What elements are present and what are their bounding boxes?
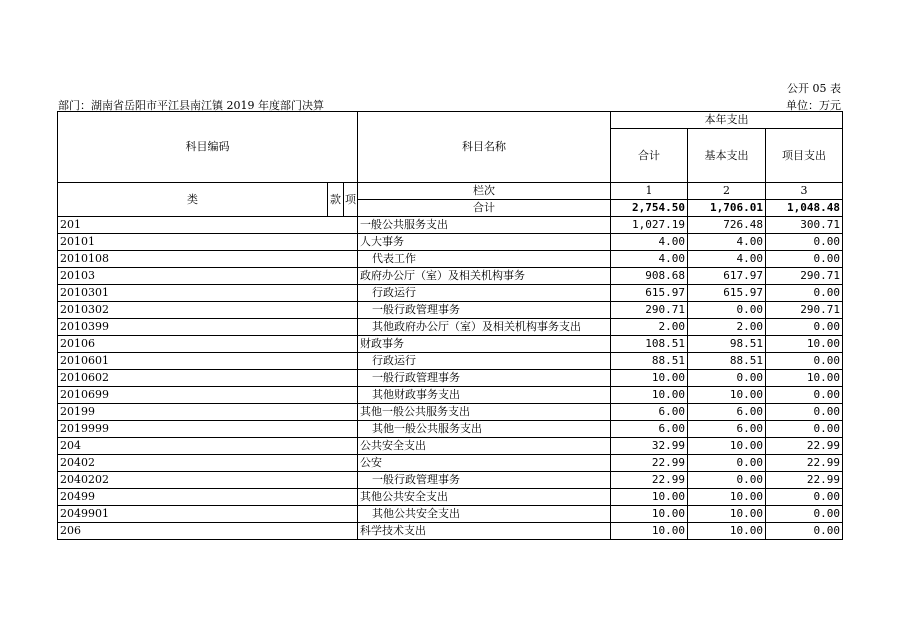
table-row bbox=[58, 336, 843, 353]
row-project: 0.00 bbox=[766, 319, 843, 336]
row-code: 2040202 bbox=[58, 472, 358, 489]
row-project: 0.00 bbox=[766, 404, 843, 421]
row-code: 20199 bbox=[58, 404, 358, 421]
row-project: 290.71 bbox=[766, 302, 843, 319]
row-basic: 2.00 bbox=[688, 319, 766, 336]
unit-label: 单位：万元 bbox=[786, 99, 841, 112]
row-basic: 10.00 bbox=[688, 489, 766, 506]
row-code: 2010301 bbox=[58, 285, 358, 302]
table-row bbox=[58, 370, 843, 387]
table-row bbox=[58, 285, 843, 302]
expenditure-table bbox=[57, 111, 843, 540]
table-row bbox=[58, 506, 843, 523]
row-total: 6.00 bbox=[611, 421, 688, 438]
row-name: 其他财政事务支出 bbox=[358, 387, 611, 404]
row-project: 10.00 bbox=[766, 370, 843, 387]
table-row bbox=[58, 319, 843, 336]
row-code: 201 bbox=[58, 217, 358, 234]
row-basic: 0.00 bbox=[688, 302, 766, 319]
row-total: 108.51 bbox=[611, 336, 688, 353]
row-total: 10.00 bbox=[611, 387, 688, 404]
department-title: 部门：湖南省岳阳市平江县南江镇 2019 年度部门决算 bbox=[58, 99, 324, 112]
row-name: 人大事务 bbox=[358, 234, 611, 251]
sum-total: 2,754.50 bbox=[611, 200, 688, 217]
row-total: 615.97 bbox=[611, 285, 688, 302]
row-project: 0.00 bbox=[766, 234, 843, 251]
header-basic-expenditure: 基本支出 bbox=[688, 129, 766, 183]
row-total: 88.51 bbox=[611, 353, 688, 370]
row-name: 代表工作 bbox=[358, 251, 611, 268]
row-total: 10.00 bbox=[611, 523, 688, 540]
sum-project: 1,048.48 bbox=[766, 200, 843, 217]
row-code: 2010602 bbox=[58, 370, 358, 387]
table-row bbox=[58, 234, 843, 251]
row-name: 其他政府办公厅（室）及相关机构事务支出 bbox=[358, 319, 611, 336]
row-basic: 6.00 bbox=[688, 404, 766, 421]
row-project: 0.00 bbox=[766, 489, 843, 506]
row-name: 行政运行 bbox=[358, 353, 611, 370]
header-current-year-expenditure: 本年支出 bbox=[611, 112, 843, 129]
row-name: 一般行政管理事务 bbox=[358, 302, 611, 319]
row-total: 10.00 bbox=[611, 370, 688, 387]
row-project: 0.00 bbox=[766, 285, 843, 302]
row-name: 其他一般公共服务支出 bbox=[358, 421, 611, 438]
header-xiang: 项 bbox=[344, 183, 358, 217]
row-project: 22.99 bbox=[766, 472, 843, 489]
row-basic: 726.48 bbox=[688, 217, 766, 234]
row-project: 0.00 bbox=[766, 421, 843, 438]
row-code: 20106 bbox=[58, 336, 358, 353]
sum-basic: 1,706.01 bbox=[688, 200, 766, 217]
row-project: 22.99 bbox=[766, 455, 843, 472]
row-total: 1,027.19 bbox=[611, 217, 688, 234]
header-subject-code: 科目编码 bbox=[58, 112, 358, 183]
row-project: 0.00 bbox=[766, 353, 843, 370]
row-basic: 88.51 bbox=[688, 353, 766, 370]
header-subject-name: 科目名称 bbox=[358, 112, 611, 183]
row-basic: 615.97 bbox=[688, 285, 766, 302]
row-total: 22.99 bbox=[611, 472, 688, 489]
row-code: 206 bbox=[58, 523, 358, 540]
table-row bbox=[58, 523, 843, 540]
header-total: 合计 bbox=[611, 129, 688, 183]
header-lei: 类 bbox=[58, 183, 328, 217]
row-name: 公安 bbox=[358, 455, 611, 472]
table-row bbox=[58, 472, 843, 489]
row-basic: 4.00 bbox=[688, 234, 766, 251]
row-code: 2010399 bbox=[58, 319, 358, 336]
row-total: 22.99 bbox=[611, 455, 688, 472]
row-name: 政府办公厅（室）及相关机构事务 bbox=[358, 268, 611, 285]
row-total: 6.00 bbox=[611, 404, 688, 421]
row-code: 204 bbox=[58, 438, 358, 455]
row-total: 32.99 bbox=[611, 438, 688, 455]
row-name: 公共安全支出 bbox=[358, 438, 611, 455]
row-name: 一般行政管理事务 bbox=[358, 370, 611, 387]
row-basic: 0.00 bbox=[688, 455, 766, 472]
table-row bbox=[58, 421, 843, 438]
row-name: 财政事务 bbox=[358, 336, 611, 353]
row-code: 20402 bbox=[58, 455, 358, 472]
table-row bbox=[58, 489, 843, 506]
row-code: 20101 bbox=[58, 234, 358, 251]
row-code: 20499 bbox=[58, 489, 358, 506]
row-basic: 0.00 bbox=[688, 472, 766, 489]
table-row bbox=[58, 387, 843, 404]
row-total: 4.00 bbox=[611, 251, 688, 268]
header-kuan: 款 bbox=[328, 183, 344, 217]
row-name: 一般公共服务支出 bbox=[358, 217, 611, 234]
row-project: 22.99 bbox=[766, 438, 843, 455]
row-total-label: 合计 bbox=[358, 200, 611, 217]
row-code: 2010601 bbox=[58, 353, 358, 370]
row-project: 290.71 bbox=[766, 268, 843, 285]
row-project: 0.00 bbox=[766, 387, 843, 404]
row-project: 0.00 bbox=[766, 251, 843, 268]
row-basic: 4.00 bbox=[688, 251, 766, 268]
row-name: 科学技术支出 bbox=[358, 523, 611, 540]
lanci-1: 1 bbox=[611, 183, 688, 200]
row-basic: 98.51 bbox=[688, 336, 766, 353]
row-basic: 10.00 bbox=[688, 387, 766, 404]
row-code: 20103 bbox=[58, 268, 358, 285]
row-name: 其他公共安全支出 bbox=[358, 506, 611, 523]
row-project: 10.00 bbox=[766, 336, 843, 353]
row-total: 10.00 bbox=[611, 506, 688, 523]
row-total: 290.71 bbox=[611, 302, 688, 319]
row-project: 0.00 bbox=[766, 506, 843, 523]
row-basic: 10.00 bbox=[688, 523, 766, 540]
row-total: 4.00 bbox=[611, 234, 688, 251]
lanci-2: 2 bbox=[688, 183, 766, 200]
row-basic: 10.00 bbox=[688, 506, 766, 523]
table-row bbox=[58, 251, 843, 268]
row-basic: 10.00 bbox=[688, 438, 766, 455]
row-name: 其他一般公共服务支出 bbox=[358, 404, 611, 421]
row-code: 2010108 bbox=[58, 251, 358, 268]
row-code: 2049901 bbox=[58, 506, 358, 523]
row-code: 2019999 bbox=[58, 421, 358, 438]
row-basic: 617.97 bbox=[688, 268, 766, 285]
row-project: 300.71 bbox=[766, 217, 843, 234]
row-total: 908.68 bbox=[611, 268, 688, 285]
table-row bbox=[58, 217, 843, 234]
row-code: 2010302 bbox=[58, 302, 358, 319]
row-code: 2010699 bbox=[58, 387, 358, 404]
row-lanci-label: 栏次 bbox=[358, 183, 611, 200]
form-number: 公开 05 表 bbox=[787, 82, 841, 95]
table-row bbox=[58, 404, 843, 421]
table-row bbox=[58, 268, 843, 285]
row-basic: 0.00 bbox=[688, 370, 766, 387]
row-total: 2.00 bbox=[611, 319, 688, 336]
table-row bbox=[58, 455, 843, 472]
table-row bbox=[58, 353, 843, 370]
lanci-3: 3 bbox=[766, 183, 843, 200]
row-basic: 6.00 bbox=[688, 421, 766, 438]
row-name: 一般行政管理事务 bbox=[358, 472, 611, 489]
row-total: 10.00 bbox=[611, 489, 688, 506]
table-row bbox=[58, 302, 843, 319]
header-project-expenditure: 项目支出 bbox=[766, 129, 843, 183]
row-name: 行政运行 bbox=[358, 285, 611, 302]
table-row bbox=[58, 438, 843, 455]
row-project: 0.00 bbox=[766, 523, 843, 540]
row-name: 其他公共安全支出 bbox=[358, 489, 611, 506]
